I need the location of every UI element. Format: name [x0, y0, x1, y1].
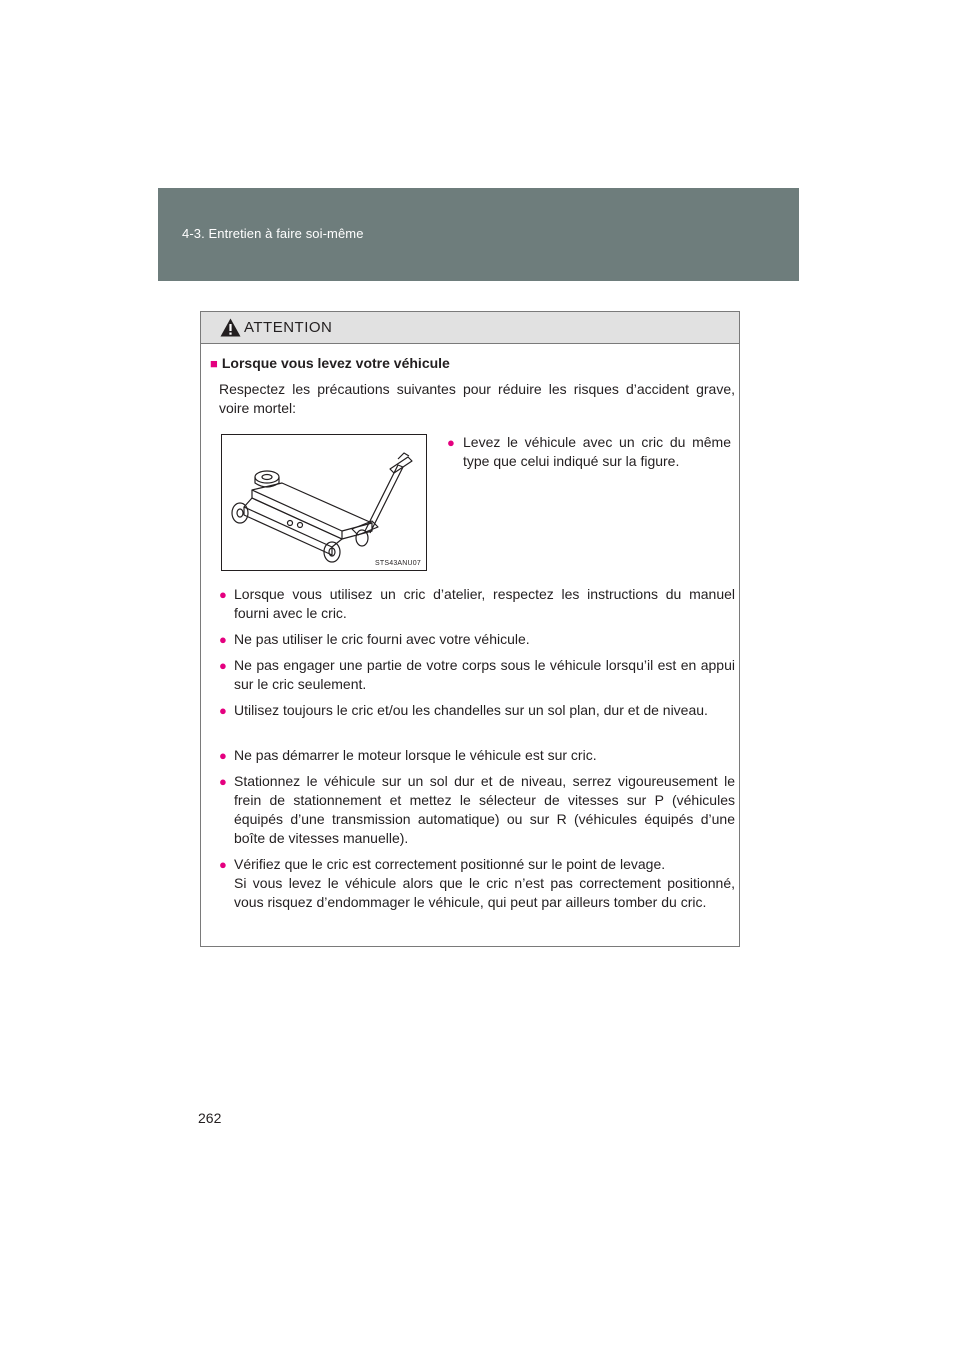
list-item-text: Ne pas utiliser le cric fourni avec votre véhicule. [234, 631, 530, 647]
bullet-dot-icon: ● [219, 632, 227, 647]
list-item-text: Ne pas engager une partie de votre corps sous le véhicule lorsqu’il est en appui sur le cric seulement. [234, 657, 735, 692]
caution-title: ATTENTION [244, 319, 333, 336]
warning-triangle-icon [220, 318, 241, 337]
list-item-text: Utilisez toujours le cric et/ou les chandelles sur un sol plan, dur et de niveau. [234, 702, 708, 718]
list-item [447, 433, 731, 471]
list-item [219, 656, 735, 694]
bullet-dot-icon: ● [219, 658, 227, 673]
section-title: 4-3. Entretien à faire soi-même [182, 226, 364, 241]
bullet-dot-icon: ● [219, 703, 227, 718]
list-item [219, 855, 735, 912]
bullet-dot-icon: ● [447, 435, 455, 450]
section-heading [210, 355, 450, 371]
list-item-text: Ne pas démarrer le moteur lorsque le véhicule est sur cric. [234, 747, 597, 763]
list-item [219, 701, 735, 720]
bullet-dot-icon: ● [219, 774, 227, 789]
list-item [219, 772, 735, 848]
heading-text: Lorsque vous levez votre véhicule [221, 355, 450, 371]
bullet-dot-icon: ● [219, 587, 227, 602]
jack-figure [221, 434, 427, 571]
list-item-text: Levez le véhicule avec un cric du même type que celui indiqué sur la figure. [463, 434, 731, 469]
list-item-continuation: Si vous levez le véhicule alors que le cric n’est pas correctement positionné, vous risquez d’endommager le véhicule, qui peut par ailleurs tomber du cric. [234, 875, 735, 910]
bullet-dot-icon: ● [219, 857, 227, 872]
square-bullet-icon: ■ [210, 356, 218, 371]
list-item-text: Stationnez le véhicule sur un sol dur et de niveau, serrez vigoureusement le frein de stationnement et mettez le sélecteur de vitesses sur P (véhicules équipés d’une transmission automatique) ou sur R (véhicules équipés d’une boîte de vitesses manuelle). [234, 773, 735, 846]
list-item [219, 746, 735, 765]
section-header-band [158, 188, 799, 281]
bullet-dot-icon: ● [219, 748, 227, 763]
list-item-text: Vérifiez que le cric est correctement positionné sur le point de levage. [234, 856, 666, 872]
list-item-text: Lorsque vous utilisez un cric d’atelier, respectez les instructions du manuel fourni avec le cric. [234, 586, 735, 621]
floor-jack-illustration [222, 435, 426, 570]
figure-code: STS43ANU07 [375, 560, 421, 567]
list-item [219, 630, 735, 649]
list-item [219, 585, 735, 623]
caution-header [201, 312, 739, 344]
caution-box [200, 311, 740, 947]
intro-paragraph: Respectez les précautions suivantes pour réduire les risques d’accident grave, voire mortel: [219, 381, 735, 416]
page-number: 262 [198, 1110, 222, 1126]
